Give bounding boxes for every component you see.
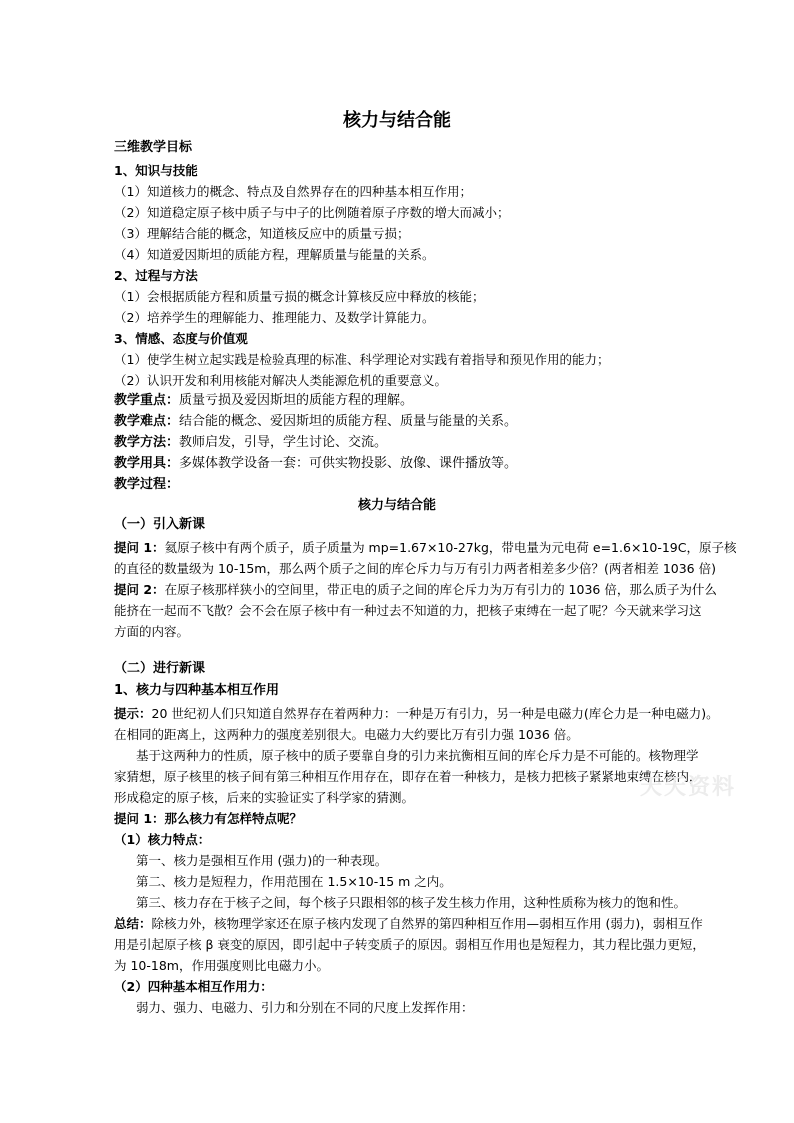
knowledge-item: （3）理解结合能的概念，知道核反应中的质量亏损； — [114, 226, 410, 241]
hint-line — [114, 706, 719, 722]
section-1-heading: 1、核力与四种基本相互作用 — [114, 683, 280, 698]
page-title: 核力与结合能 — [343, 110, 451, 131]
summary-line-cont: 用是引起原子核 β 衰变的原因，即引起中子转变质子的原因。弱相互作用也是短程力，其力程比强力更短， — [114, 937, 705, 952]
q2-label: 提问 2： — [114, 582, 165, 597]
difficulties — [114, 414, 517, 430]
knowledge-item: （2）知道稳定原子核中质子与中子的比例随着原子序数的增大而减小； — [114, 205, 510, 220]
key-points — [114, 393, 413, 409]
knowledge-heading: 1、知识与技能 — [114, 163, 198, 178]
knowledge-item: （1）知道核力的概念、特点及自然界存在的四种基本相互作用； — [114, 184, 472, 199]
tools — [114, 456, 517, 472]
feature-item: 第三、核力存在于核子之间，每个核子只跟相邻的核子发生核力作用，这种性质称为核力的饱和性。 — [136, 895, 687, 910]
feature-item: 第一、核力是强相互作用 (强力)的一种表现。 — [136, 853, 388, 868]
process-item: （1）会根据质能方程和质量亏损的概念计算核反应中释放的核能； — [114, 289, 485, 304]
q2-text: 在原子核那样狭小的空间里，带正电的质子之间的库仑斥力为万有引力的 1036 倍，那么质子为什么 — [164, 582, 717, 597]
attitude-heading: 3、情感、态度与价值观 — [114, 331, 248, 346]
q1-label: 提问 1： — [114, 540, 165, 555]
q1-text: 氦原子核中有两个质子，质子质量为 mp=1.67×10-27kg，带电量为元电荷 e=1.6×10-19C，原子核 — [164, 540, 737, 555]
four-forces-line: 弱力、强力、电磁力、引力和分别在不同的尺度上发挥作用： — [136, 1000, 474, 1015]
difficulties-label: 教学难点： — [114, 414, 180, 429]
process-label: 教学过程： — [114, 477, 180, 492]
process-heading: 2、过程与方法 — [114, 268, 198, 283]
question-line: 提问 1：那么核力有怎样特点呢？ — [114, 811, 303, 826]
hint-text: 20 世纪初人们只知道自然界存在着两种力：一种是万有引力，另一种是电磁力(库仑力是一种电磁力)。 — [151, 706, 719, 721]
summary-label: 总结： — [114, 916, 152, 931]
methods — [114, 435, 387, 451]
section-subtitle: 核力与结合能 — [357, 498, 436, 513]
features-heading: （1）核力特点： — [114, 832, 211, 847]
hint-line-cont: 在相同的距离上，这两种力的强度差别很大。电磁力大约要比万有引力强 1036 倍。 — [114, 727, 579, 742]
key-points-text: 质量亏损及爱因斯坦的质能方程的理解。 — [179, 393, 414, 408]
paragraph-line: 基于这两种力的性质，原子核中的质子要靠自身的引力来抗衡相互间的库仑斥力是不可能的。核物理学 — [136, 748, 699, 763]
intro-question-2-cont: 能挤在一起而不飞散？会不会在原子核中有一种过去不知道的力，把核子束缚在一起了呢？今天就来学习这 — [114, 603, 702, 618]
tools-label: 教学用具： — [114, 456, 180, 471]
paragraph-line: 家猜想，原子核里的核子间有第三种相互作用存在，即存在着一种核力，是核力把核子紧紧地束缚在核内， — [114, 769, 702, 784]
feature-item: 第二、核力是短程力，作用范围在 1.5×10-15 m 之内。 — [136, 874, 452, 889]
watermark: 天天资料 — [640, 775, 737, 800]
goals-heading: 三维教学目标 — [114, 140, 193, 155]
new-lesson-heading: （二）进行新课 — [114, 661, 206, 676]
summary-line — [114, 916, 703, 932]
attitude-item: （2）认识开发和利用核能对解决人类能源危机的重要意义。 — [114, 373, 447, 388]
methods-label: 教学方法： — [114, 435, 180, 450]
methods-text: 教师启发，引导，学生讨论、交流。 — [179, 435, 388, 450]
intro-question-2 — [114, 582, 717, 598]
key-points-label: 教学重点： — [114, 393, 180, 408]
attitude-item: （1）使学生树立起实践是检验真理的标准、科学理论对实践有着指导和预见作用的能力； — [114, 352, 610, 367]
intro-question-1 — [114, 540, 736, 556]
paragraph-line: 形成稳定的原子核，后来的实验证实了科学家的猜测。 — [114, 790, 415, 805]
intro-heading: （一）引入新课 — [114, 517, 206, 532]
knowledge-item: （4）知道爱因斯坦的质能方程，理解质量与能量的关系。 — [114, 247, 435, 262]
intro-question-2-cont: 方面的内容。 — [114, 624, 190, 639]
four-forces-heading: （2）四种基本相互作用力： — [114, 979, 273, 994]
difficulties-text: 结合能的概念、爱因斯坦的质能方程、质量与能量的关系。 — [179, 414, 518, 429]
summary-line-cont: 为 10-18m，作用强度则比电磁力小。 — [114, 958, 329, 973]
process-item: （2）培养学生的理解能力、推理能力、及数学计算能力。 — [114, 310, 435, 325]
summary-text: 除核力外，核物理学家还在原子核内发现了自然界的第四种相互作用—弱相互作用 (弱力)，弱相互作 — [151, 916, 703, 931]
hint-label: 提示： — [114, 706, 152, 721]
intro-question-1-cont: 的直径的数量级为 10-15m，那么两个质子之间的库仑斥力与万有引力两者相差多少倍？(两者相差 1036 倍) — [114, 561, 716, 576]
tools-text: 多媒体教学设备一套：可供实物投影、放像、课件播放等。 — [179, 456, 518, 471]
